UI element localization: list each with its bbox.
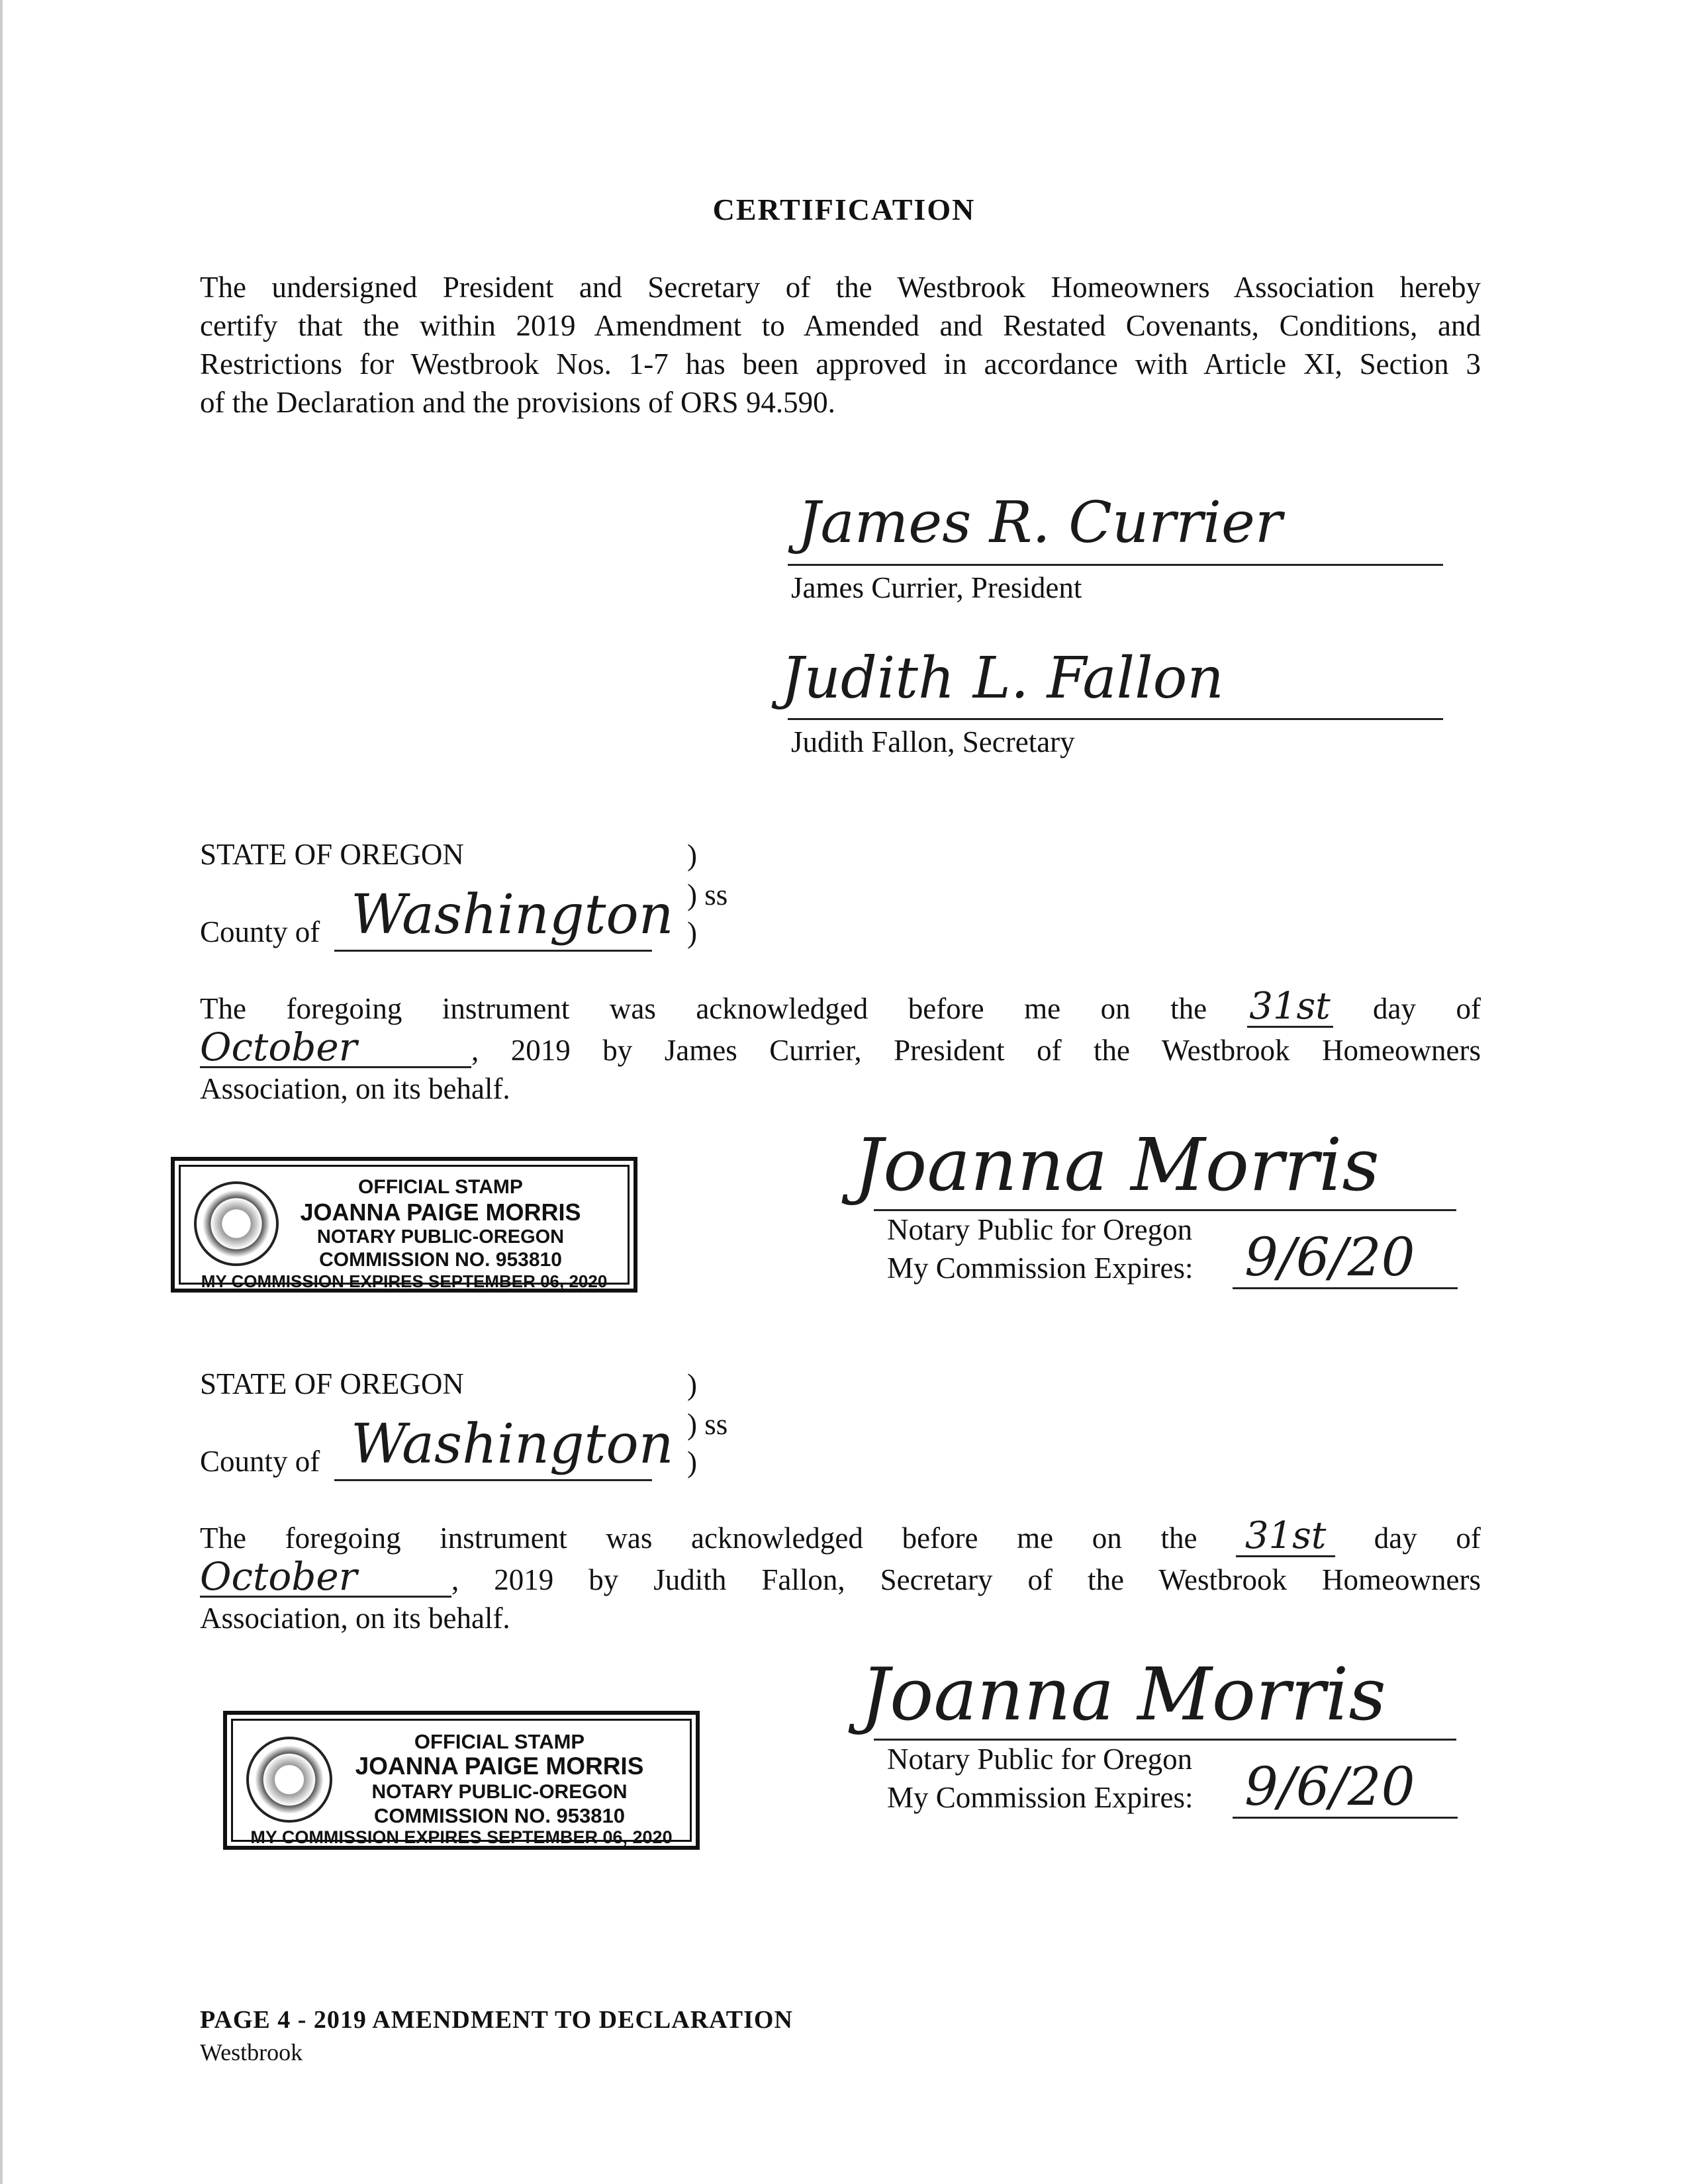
stamp-line: COMMISSION NO. 953810 <box>373 1804 625 1827</box>
secretary-signature: Judith L. Fallon <box>781 645 1224 711</box>
ack-word: before <box>908 992 984 1025</box>
stamp-line: OFFICIAL STAMP <box>358 1176 523 1198</box>
county-line <box>334 950 652 952</box>
notary-signature-line <box>874 1209 1456 1211</box>
footer-subtitle: Westbrook <box>200 2039 303 2066</box>
stamp-name: JOANNA PAIGE MORRIS <box>300 1199 581 1226</box>
paragraph-line: certify that the within 2019 Amendment to Amended and Restated Covenants, Conditions, and <box>200 309 1481 342</box>
ack-word: The <box>200 992 246 1025</box>
paren: ) <box>687 839 697 872</box>
ack-word: of <box>1456 992 1481 1025</box>
stamp-name: JOANNA PAIGE MORRIS <box>355 1752 644 1780</box>
certification-paragraph <box>200 268 1481 422</box>
ack-word: day <box>1373 992 1417 1025</box>
expires-handwritten: 9/6/20 <box>1244 1756 1415 1817</box>
ack-word: me <box>1017 1522 1054 1555</box>
ack-line2: , 2019 by Judith Fallon, Secretary of the Westbrook Homeowners <box>451 1563 1481 1596</box>
stamp-line: NOTARY PUBLIC-OREGON <box>371 1781 628 1803</box>
notary-caption: Notary Public for Oregon <box>887 1213 1193 1246</box>
president-caption: James Currier, President <box>791 571 1082 604</box>
month-handwritten: October <box>200 1028 471 1068</box>
secretary-caption: Judith Fallon, Secretary <box>791 725 1075 758</box>
president-signature: James R. Currier <box>798 490 1283 556</box>
day-handwritten: 31st <box>1247 987 1333 1028</box>
ack-line2: , 2019 by James Currier, President of the Westbrook Homeowners <box>471 1034 1481 1067</box>
county-label: County of <box>200 1445 320 1478</box>
state-label: STATE OF OREGON <box>200 838 464 871</box>
notary-signature: Joanna Morris <box>854 1122 1380 1207</box>
ack-word: before <box>902 1522 978 1555</box>
footer-page-label: PAGE 4 - 2019 AMENDMENT TO DECLARATION <box>200 2006 793 2034</box>
ack-word: foregoing <box>285 1522 401 1555</box>
secretary-signature-line <box>788 718 1443 720</box>
paren: ) <box>687 916 697 949</box>
expires-label: My Commission Expires: <box>887 1251 1194 1285</box>
ack-word: was <box>609 992 656 1025</box>
county-label: County of <box>200 915 320 948</box>
expires-handwritten: 9/6/20 <box>1244 1226 1415 1288</box>
ack-word: The <box>200 1522 246 1555</box>
county-handwritten: Washington <box>351 1413 674 1476</box>
ack-word: acknowledged <box>696 992 868 1025</box>
ack-word: of <box>1456 1522 1481 1555</box>
paragraph-line: Restrictions for Westbrook Nos. 1-7 has been approved in accordance with Article XI, Section 3 <box>200 347 1481 381</box>
ack-word: the <box>1160 1522 1197 1555</box>
paren: ) <box>687 1445 697 1479</box>
notary-caption: Notary Public for Oregon <box>887 1743 1193 1776</box>
ack-word: acknowledged <box>691 1522 863 1555</box>
notary-stamp <box>171 1157 637 1293</box>
stamp-line: NOTARY PUBLIC-OREGON <box>316 1226 565 1248</box>
paren-ss: ) ss <box>687 878 728 911</box>
stamp-line: COMMISSION NO. 953810 <box>319 1249 562 1271</box>
acknowledgment-text <box>200 987 1481 1108</box>
ack-word: me <box>1024 992 1061 1025</box>
paragraph-line: of the Declaration and the provisions of ORS 94.590. <box>200 386 835 419</box>
day-handwritten: 31st <box>1236 1517 1335 1557</box>
notary-signature-line <box>874 1739 1456 1741</box>
county-line <box>334 1479 652 1481</box>
state-label: STATE OF OREGON <box>200 1367 464 1400</box>
ack-word: day <box>1374 1522 1417 1555</box>
notary-signature: Joanna Morris <box>861 1652 1386 1737</box>
stamp-expiration: MY COMMISSION EXPIRES SEPTEMBER 06, 2020 <box>201 1271 608 1291</box>
expires-label: My Commission Expires: <box>887 1781 1194 1814</box>
ack-word: on <box>1100 992 1131 1025</box>
stamp-line: OFFICIAL STAMP <box>414 1730 585 1753</box>
ack-word: the <box>1170 992 1207 1025</box>
ack-word: was <box>606 1522 653 1555</box>
ack-line3: Association, on its behalf. <box>200 1602 510 1635</box>
expires-line <box>1233 1817 1458 1819</box>
ack-word: foregoing <box>286 992 402 1025</box>
county-handwritten: Washington <box>351 884 674 946</box>
president-signature-line <box>788 564 1443 566</box>
expires-line <box>1233 1287 1458 1289</box>
notary-stamp <box>223 1711 700 1850</box>
month-handwritten: October <box>200 1557 451 1598</box>
paragraph-line: The undersigned President and Secretary of the Westbrook Homeowners Association hereby <box>200 271 1481 304</box>
ack-word: on <box>1092 1522 1122 1555</box>
scan-edge <box>0 0 3 2184</box>
page-title: CERTIFICATION <box>712 193 976 226</box>
paren: ) <box>687 1368 697 1401</box>
stamp-expiration: MY COMMISSION EXPIRES SEPTEMBER 06, 2020 <box>250 1827 673 1847</box>
paren-ss: ) ss <box>687 1408 728 1441</box>
acknowledgment-text <box>200 1514 1481 1637</box>
ack-word: instrument <box>440 1522 567 1555</box>
ack-word: instrument <box>442 992 570 1025</box>
ack-line3: Association, on its behalf. <box>200 1072 510 1105</box>
